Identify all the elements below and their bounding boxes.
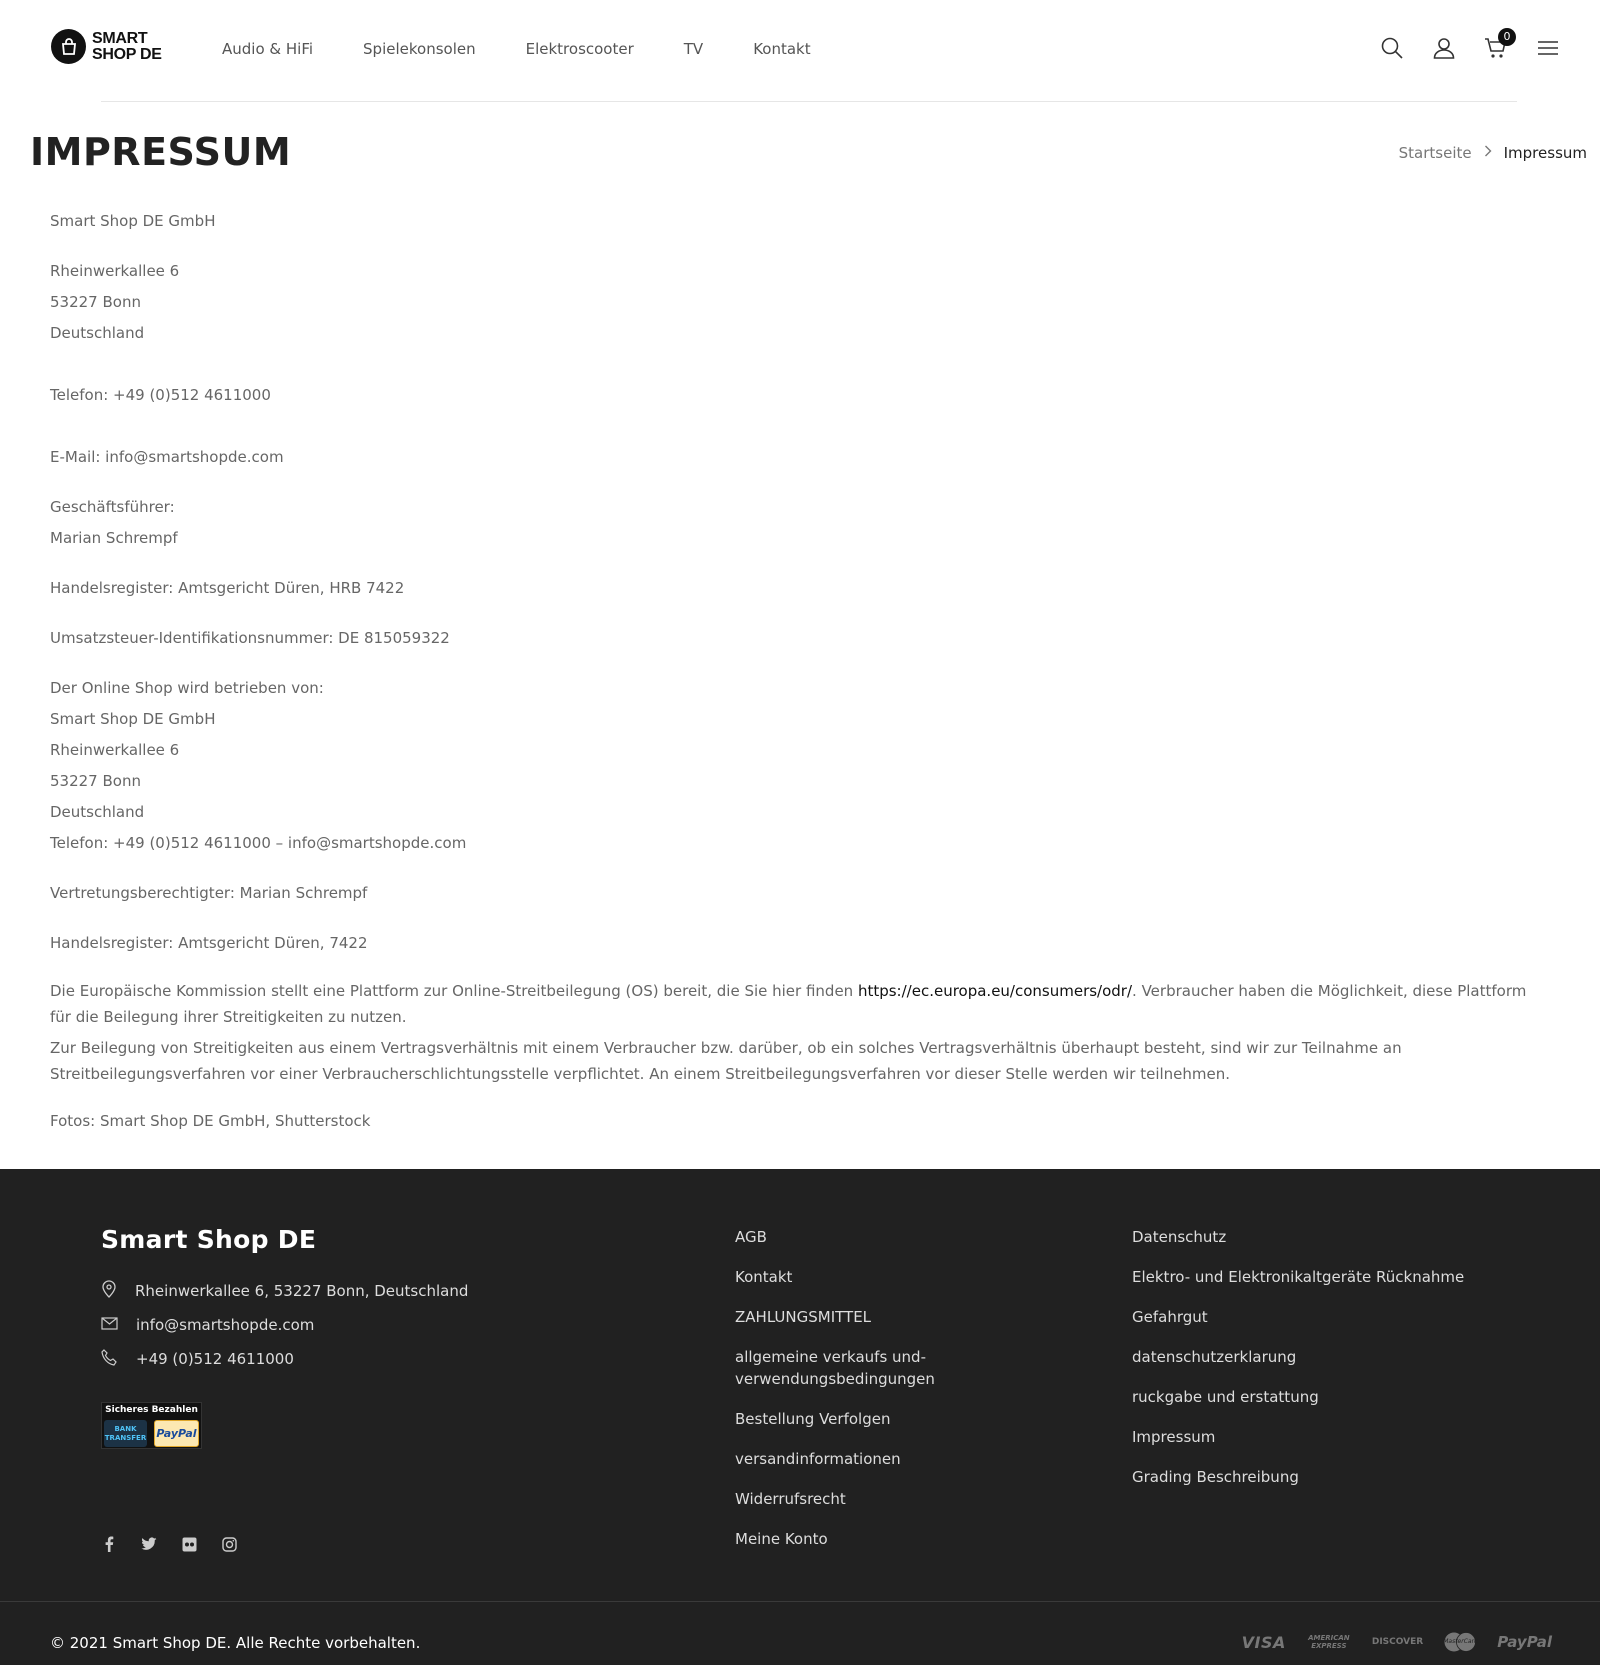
bank-transfer-logo: BANK TRANSFER (104, 1420, 147, 1447)
cart-count-badge: 0 (1498, 28, 1516, 46)
footer-link-meine-konto[interactable]: Meine Konto (735, 1530, 828, 1548)
amex-logo: AMERICAN EXPRESS (1308, 1634, 1350, 1650)
discover-logo: DISCOVER (1371, 1637, 1424, 1647)
menu-icon[interactable] (1536, 36, 1560, 60)
footer-link-bestellung-verfolgen[interactable]: Bestellung Verfolgen (735, 1410, 891, 1428)
nav-spielekonsolen[interactable]: Spielekonsolen (363, 40, 476, 58)
footer-link-kontakt[interactable]: Kontakt (735, 1268, 793, 1286)
operator-label: Der Online Shop wird betrieben von: (50, 679, 324, 697)
register2-line: Handelsregister: Amtsgericht Düren, 7422 (50, 934, 368, 952)
ceo-name: Marian Schrempf (50, 529, 178, 547)
email-line (50, 442, 1550, 473)
os-text-after: . Verbraucher haben die Möglichkeit, diese Plattform für die Beilegung ihrer Streitigkeiten zu nutzen. (50, 982, 1527, 1026)
footer-link-datenschutz[interactable]: Datenschutz (1132, 1228, 1227, 1246)
nav-tv[interactable]: TV (683, 40, 704, 58)
footer-link-gefahrgut[interactable]: Gefahrgut (1132, 1308, 1208, 1326)
logo-text: SMART SHOP DE (92, 29, 162, 63)
shopping-bag-icon (51, 29, 86, 64)
phone-line (50, 380, 1550, 411)
operator-company: Smart Shop DE GmbH (50, 710, 216, 728)
operator-country: Deutschland (50, 803, 145, 821)
footer-links-column-1 (735, 1226, 995, 1568)
header-actions (1380, 30, 1560, 60)
footer-link-altgeraete-ruecknahme[interactable]: Elektro- und Elektronikaltgeräte Rücknahme (1132, 1268, 1465, 1286)
paypal-logo: PayPal (154, 1420, 199, 1447)
nav-elektroscooter[interactable]: Elektroscooter (525, 40, 634, 58)
twitter-icon[interactable] (141, 1536, 157, 1552)
copyright-text: © 2021 Smart Shop DE. Alle Rechte vorbehalten. (50, 1634, 421, 1652)
visa-logo: VISA (1241, 1632, 1286, 1652)
footer-phone (101, 1342, 661, 1376)
address-city: 53227 Bonn (50, 293, 141, 311)
vat-line: Umsatzsteuer-Identifikationsnummer: DE 815059322 (50, 629, 450, 647)
phone-icon (101, 1349, 118, 1370)
mastercard-label: MasterCard (1443, 1638, 1478, 1645)
instagram-icon[interactable] (221, 1536, 237, 1552)
account-icon[interactable] (1432, 36, 1456, 60)
secure-payment-badge (101, 1402, 202, 1449)
representative-line: Vertretungsberechtigter: Marian Schrempf (50, 884, 368, 902)
footer-link-verkaufsbedingungen[interactable]: allgemeine verkaufs und-verwendungsbedingungen (735, 1348, 935, 1388)
footer-link-zahlungsmittel[interactable]: ZAHLUNGSMITTEL (735, 1308, 872, 1326)
odr-link[interactable]: https://ec.europa.eu/consumers/odr/ (857, 982, 1133, 1000)
page-title: IMPRESSUM (30, 130, 292, 174)
mastercard-logo (1443, 1632, 1477, 1652)
site-header (0, 0, 1600, 102)
company-name: Smart Shop DE GmbH (50, 212, 216, 230)
site-logo[interactable] (51, 29, 162, 64)
envelope-icon (101, 1316, 118, 1334)
breadcrumb (1399, 144, 1587, 162)
address-country: Deutschland (50, 324, 145, 342)
footer-link-impressum[interactable]: Impressum (1132, 1428, 1216, 1446)
register-line: Handelsregister: Amtsgericht Düren, HRB 7422 (50, 579, 405, 597)
page-title-row (0, 102, 1600, 200)
main-nav (222, 40, 811, 58)
badge-title: Sicheres Bezahlen (105, 1405, 198, 1415)
dispute-paragraph: Zur Beilegung von Streitigkeiten aus einem Vertragsverhältnis mit einem Verbraucher bzw. darüber, ob ein solches Vertragsverhältnis überhaupt besteht, sind wir zur Teilnahme an Streitbeilegungsverfahren vor einer Verbraucherschlichtungsstelle verpflichtet. An einem Streitbeilegungsverfahren vor dieser Stelle werden wir teilnehmen. (50, 1039, 1402, 1083)
footer-email-text[interactable]: info@smartshopde.com (136, 1316, 315, 1334)
os-text-before: Die Europäische Kommission stellt eine Plattform zur Online-Streitbeilegung (OS) bereit, die Sie hier finden (50, 982, 858, 1000)
operator-contact: Telefon: +49 (0)512 4611000 – info@smartshopde.com (50, 834, 467, 852)
footer-link-grading[interactable]: Grading Beschreibung (1132, 1468, 1299, 1486)
footer-address-text: Rheinwerkallee 6, 53227 Bonn, Deutschland (135, 1282, 469, 1300)
footer-link-agb[interactable]: AGB (735, 1228, 767, 1246)
footer-address (101, 1274, 661, 1308)
footer-contact-column (101, 1225, 661, 1449)
ceo-label: Geschäftsführer: (50, 498, 175, 516)
search-icon[interactable] (1380, 36, 1404, 60)
impressum-content (0, 200, 1600, 1169)
operator-block (50, 673, 1550, 859)
footer-phone-text[interactable]: +49 (0)512 4611000 (136, 1350, 294, 1368)
ceo-block (50, 492, 1550, 554)
footer-brand: Smart Shop DE (101, 1225, 317, 1254)
operator-street: Rheinwerkallee 6 (50, 741, 180, 759)
footer-email (101, 1308, 661, 1342)
breadcrumb-current: Impressum (1503, 144, 1587, 162)
email-text: E-Mail: info@smartshopde.com (50, 448, 284, 466)
footer-link-ruckgabe[interactable]: ruckgabe und erstattung (1132, 1388, 1319, 1406)
social-links (101, 1536, 237, 1552)
flickr-icon[interactable] (181, 1536, 197, 1552)
site-footer (0, 1169, 1600, 1601)
phone-text: Telefon: +49 (0)512 4611000 (50, 386, 271, 404)
footer-link-datenschutzerklarung[interactable]: datenschutzerklarung (1132, 1348, 1297, 1366)
chevron-right-icon (1484, 145, 1492, 161)
nav-audio-hifi[interactable]: Audio & HiFi (222, 40, 314, 58)
facebook-icon[interactable] (101, 1536, 117, 1552)
footer-link-widerrufsrecht[interactable]: Widerrufsrecht (735, 1490, 846, 1508)
photos-credit: Fotos: Smart Shop DE GmbH, Shutterstock (50, 1112, 371, 1130)
paypal-footer-logo: PayPal (1497, 1633, 1552, 1651)
map-pin-icon (101, 1280, 117, 1302)
operator-city: 53227 Bonn (50, 772, 141, 790)
breadcrumb-home[interactable]: Startseite (1398, 144, 1472, 162)
os-paragraph (50, 978, 1550, 1030)
cart-icon[interactable] (1484, 30, 1511, 60)
footer-link-versandinformationen[interactable]: versandinformationen (735, 1450, 901, 1468)
copyright-bar (0, 1601, 1600, 1665)
payment-logos (1242, 1632, 1552, 1652)
footer-links-column-2 (1132, 1226, 1552, 1506)
nav-kontakt[interactable]: Kontakt (753, 40, 811, 58)
company-address (50, 256, 1550, 349)
address-street: Rheinwerkallee 6 (50, 262, 180, 280)
